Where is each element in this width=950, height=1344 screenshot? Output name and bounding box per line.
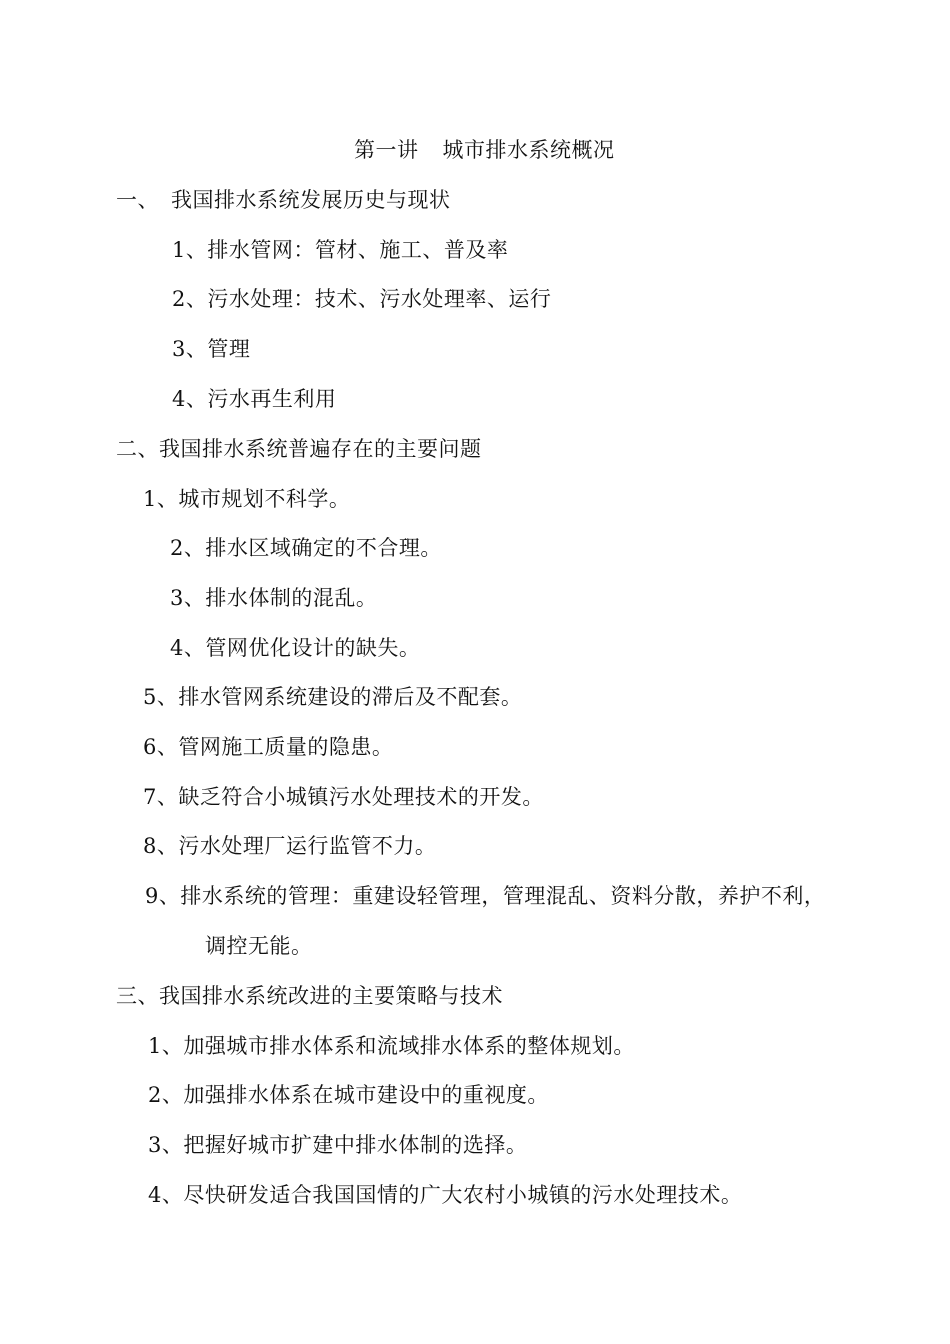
section-1-item: 3、管理: [172, 337, 251, 361]
section-1-title: 我国排水系统发展历史与现状: [171, 188, 451, 212]
section-1-item: 4、污水再生利用: [172, 387, 337, 411]
title-subject: 城市排水系统概况: [442, 138, 615, 162]
section-3-item: 4、尽快研发适合我国国情的广大农村小城镇的污水处理技术。: [148, 1183, 743, 1207]
section-3-heading: 三、我国排水系统改进的主要策略与技术: [116, 984, 503, 1008]
section-2-item: 7、缺乏符合小城镇污水处理技术的开发。: [143, 785, 544, 809]
section-2-item: 8、污水处理厂运行监管不力。: [143, 834, 437, 858]
section-1-item: 1、排水管网：管材、施工、普及率: [172, 238, 509, 262]
section-1-number: 一、: [116, 188, 159, 212]
section-2-item: 3、排水体制的混乱。: [170, 586, 378, 610]
section-1-item: 2、污水处理：技术、污水处理率、运行: [172, 287, 552, 311]
section-2-item: 6、管网施工质量的隐患。: [143, 735, 394, 759]
section-3-item: 1、加强城市排水体系和流域排水体系的整体规划。: [148, 1034, 635, 1058]
section-2-item: 4、管网优化设计的缺失。: [170, 636, 421, 660]
section-2-heading: 二、我国排水系统普遍存在的主要问题: [116, 437, 482, 461]
section-1-heading: [116, 185, 451, 215]
page-title: [354, 135, 615, 165]
section-3-item: 2、加强排水体系在城市建设中的重视度。: [148, 1083, 549, 1107]
section-2-item: 9、排水系统的管理：重建设轻管理，管理混乱、资料分散，养护不利，: [145, 884, 826, 908]
section-2-item: 2、排水区域确定的不合理。: [170, 536, 442, 560]
section-2-item-continuation: 调控无能。: [205, 934, 313, 958]
title-lecture-number: 第一讲: [354, 138, 419, 162]
section-2-item: 5、排水管网系统建设的滞后及不配套。: [143, 685, 523, 709]
section-2-item: 1、城市规划不科学。: [143, 487, 351, 511]
section-3-item: 3、把握好城市扩建中排水体制的选择。: [148, 1133, 528, 1157]
